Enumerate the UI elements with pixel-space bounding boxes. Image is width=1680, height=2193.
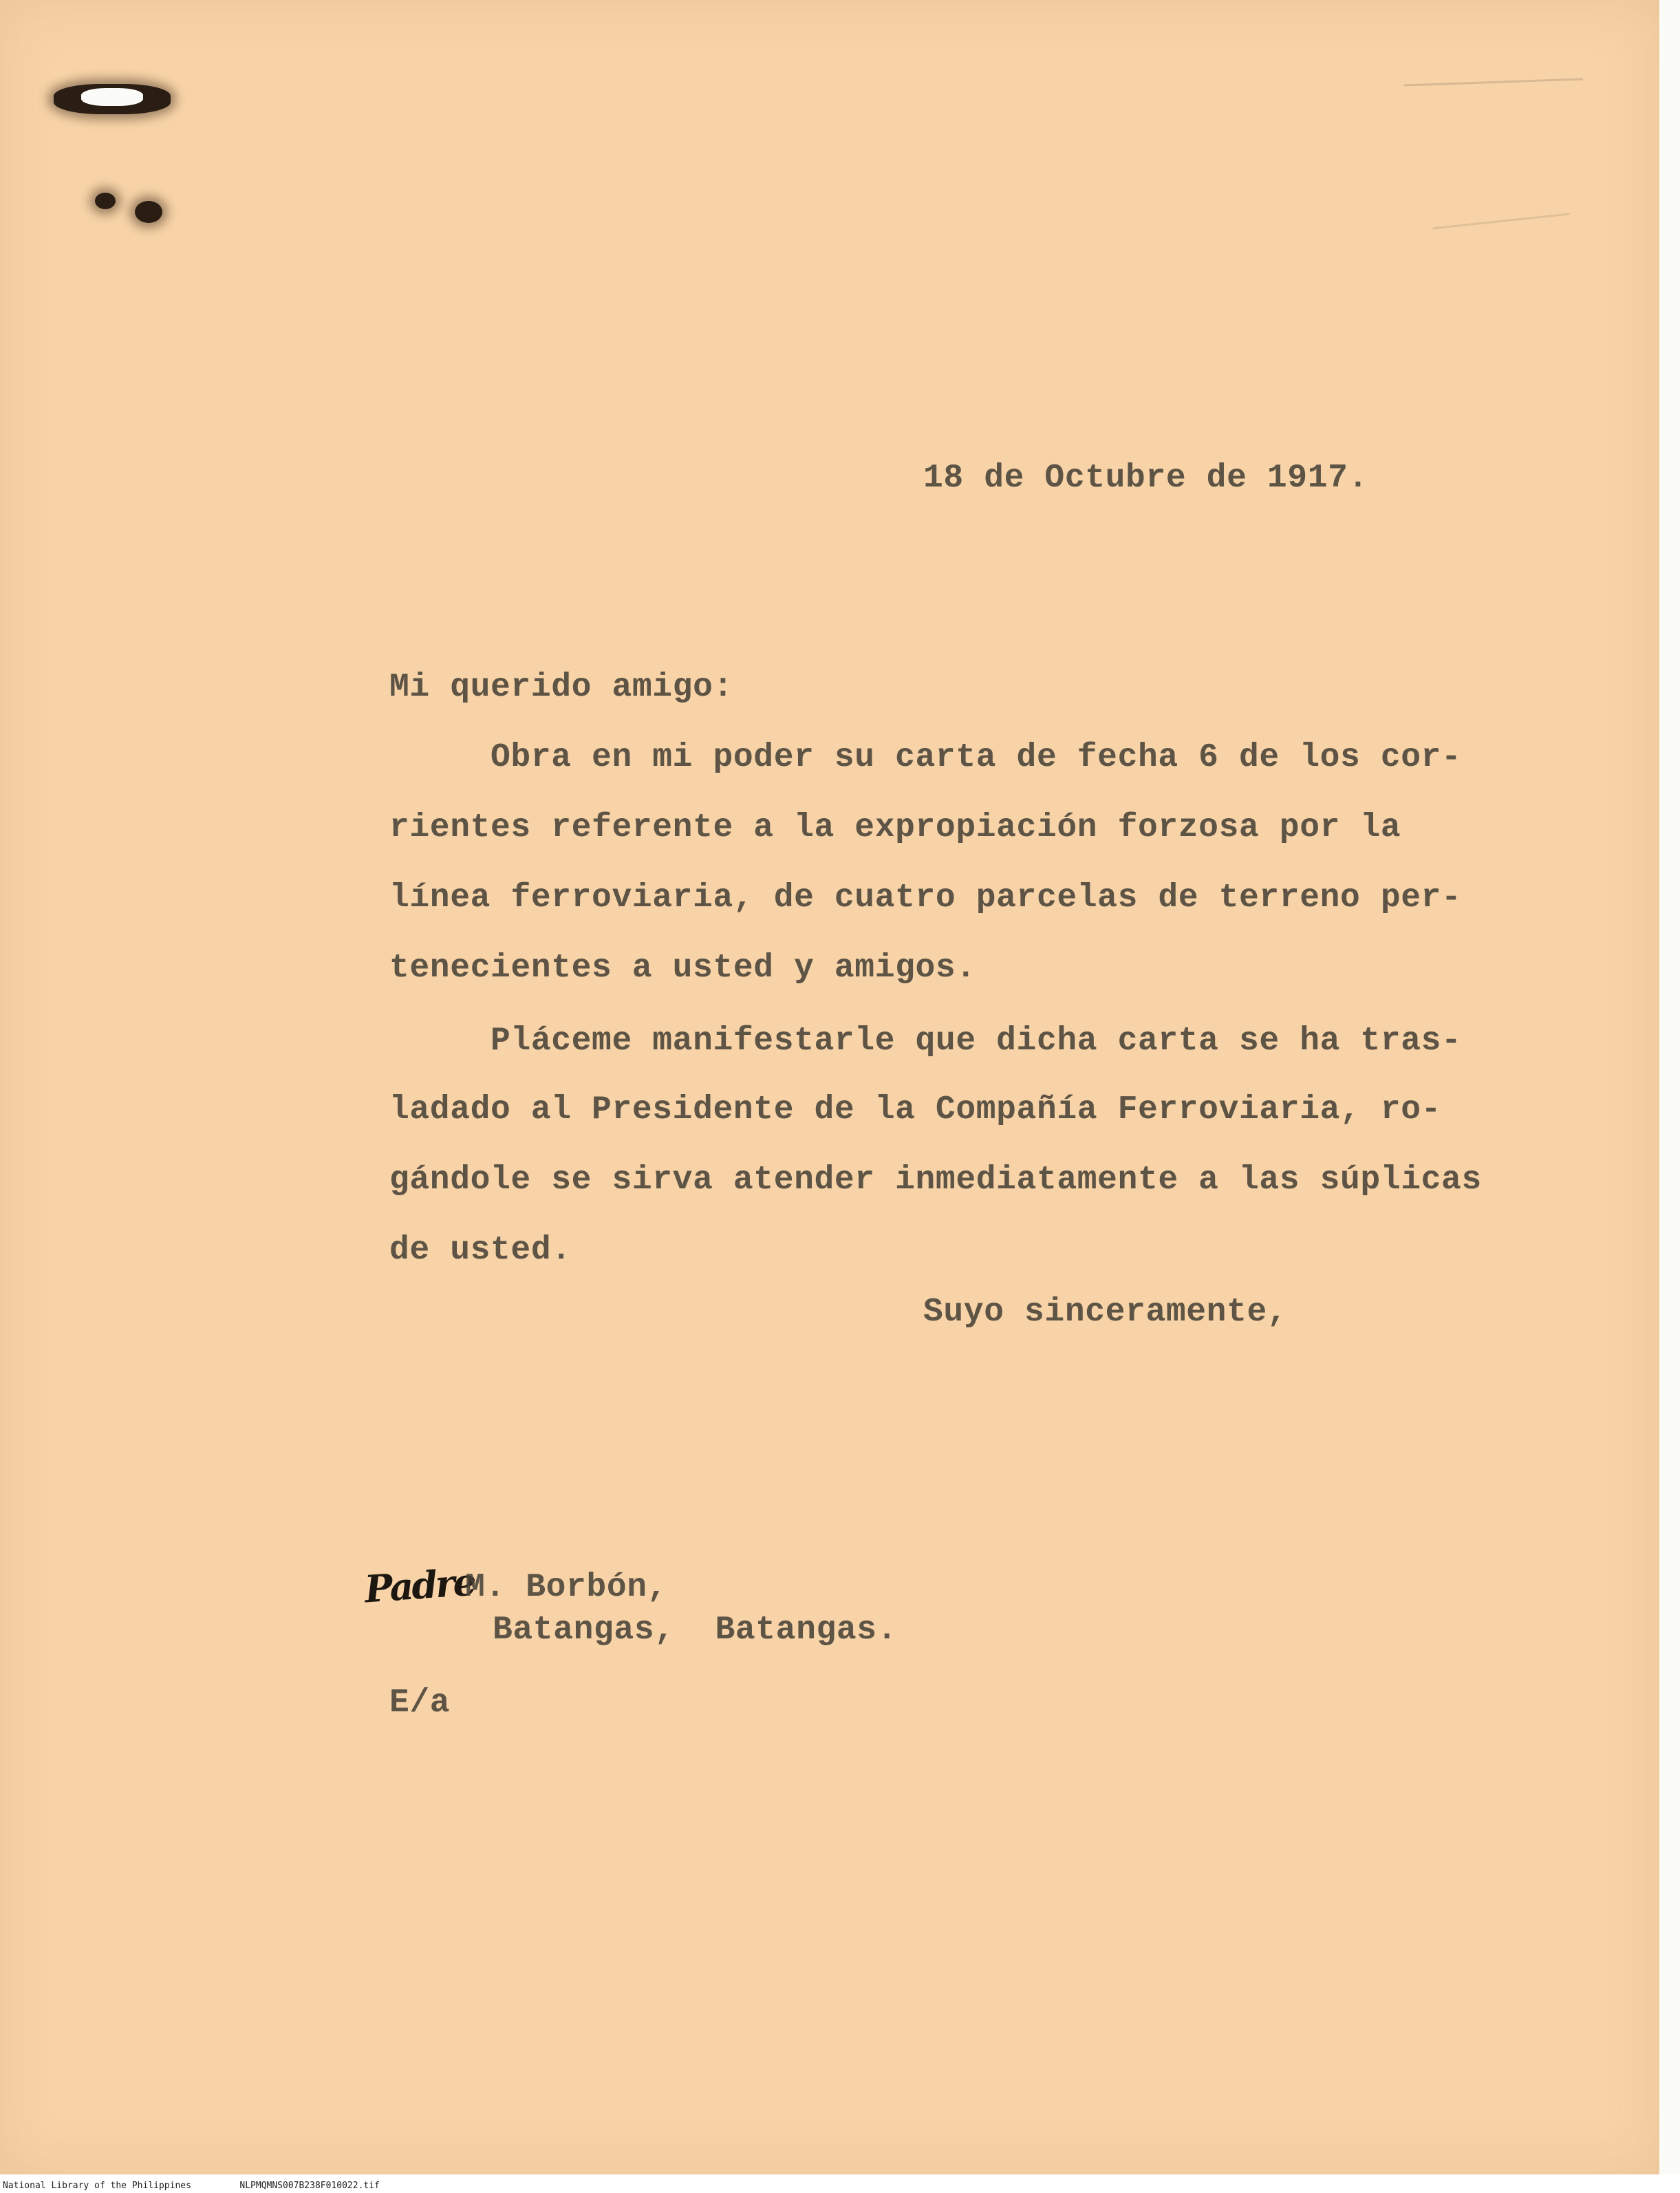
addressee-place: Batangas, Batangas. — [493, 1612, 898, 1649]
scan-margin — [1659, 0, 1680, 2174]
closing: Suyo sinceramente, — [923, 1294, 1288, 1331]
handwritten-title: Padre — [363, 1559, 476, 1612]
footer-institution: National Library of the Philippines — [3, 2181, 191, 2191]
body-line: de usted. — [389, 1232, 572, 1269]
ink-spot — [95, 193, 116, 209]
body-line: Pláceme manifestarle que dicha carta se ha tras- — [389, 1023, 1462, 1060]
body-line: tenecientes a usted y amigos. — [389, 950, 976, 987]
faint-pencil-mark — [1403, 36, 1583, 86]
footer-file-id: NLPMQMNS007B238F010022.tif — [239, 2181, 380, 2191]
body-line: rientes referente a la expropiación forzosa por la — [389, 809, 1401, 846]
ink-spot — [135, 201, 162, 223]
letter-date: 18 de Octubre de 1917. — [923, 460, 1368, 497]
body-line: ladado al Presidente de la Compañía Ferroviaria, ro- — [389, 1091, 1442, 1128]
punch-hole-burn-mark — [54, 84, 171, 114]
body-line: gándole se sirva atender inmediatamente a las súplicas — [389, 1162, 1482, 1199]
salutation: Mi querido amigo: — [389, 669, 733, 706]
addressee-name: M. Borbón, — [465, 1569, 668, 1606]
typist-initials: E/a — [389, 1684, 451, 1722]
body-line: Obra en mi poder su carta de fecha 6 de los cor- — [389, 739, 1462, 776]
archive-footer — [3, 2181, 380, 2191]
body-line: línea ferroviaria, de cuatro parcelas de terreno per- — [389, 879, 1462, 917]
